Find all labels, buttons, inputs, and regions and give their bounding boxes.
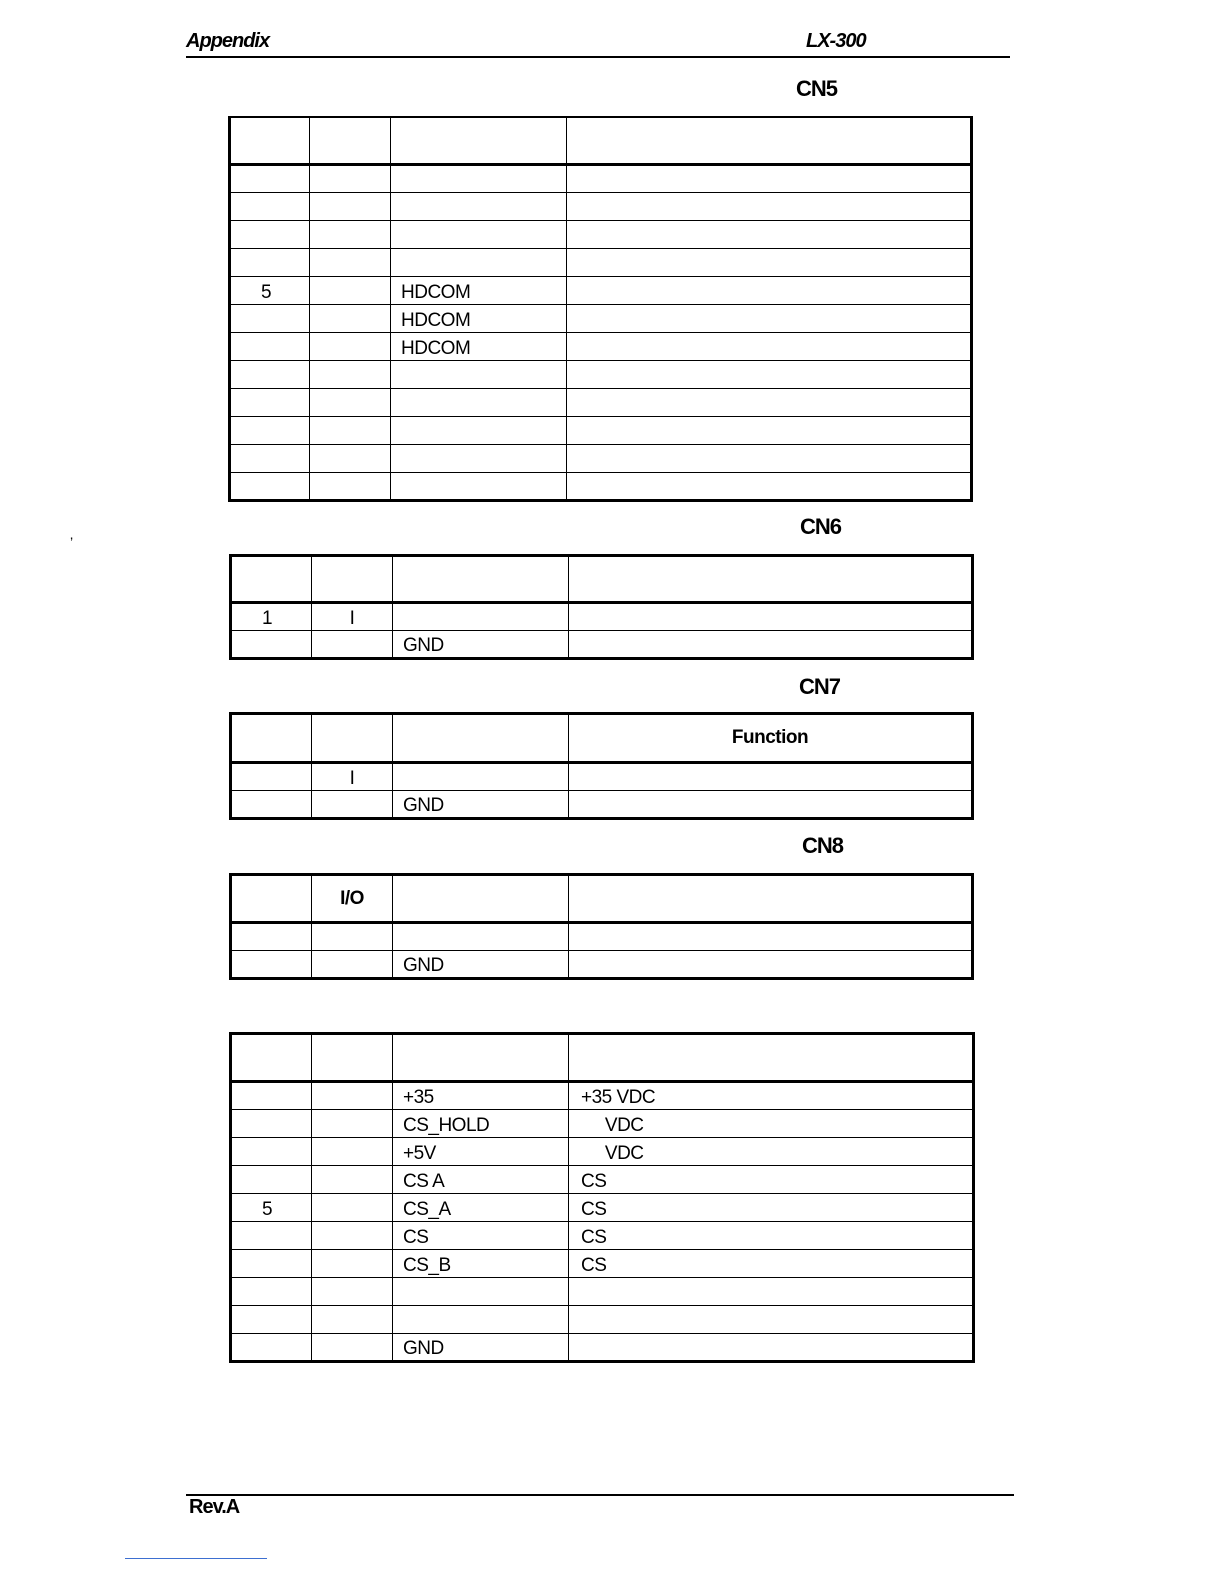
pin-cell	[230, 192, 310, 220]
table-row	[230, 248, 972, 276]
signal-cell	[393, 1278, 569, 1306]
signal-cell	[391, 360, 567, 388]
function-cell: CS	[569, 1250, 974, 1278]
column-header: Function	[569, 714, 973, 763]
signal-cell	[393, 923, 569, 951]
cn7-table	[229, 712, 974, 820]
table-row	[230, 332, 972, 360]
signal-cell	[391, 164, 567, 192]
column-header	[393, 556, 569, 603]
pin-cell: 5	[231, 1194, 312, 1222]
column-header	[231, 1034, 312, 1082]
footer-rule	[186, 1494, 1014, 1496]
function-cell	[567, 192, 972, 220]
table-row	[231, 603, 973, 631]
io-cell	[310, 416, 391, 444]
pin-cell	[231, 1334, 312, 1362]
function-cell: VDC	[569, 1110, 974, 1138]
table-row	[231, 631, 973, 659]
signal-cell: CS_HOLD	[393, 1110, 569, 1138]
column-header	[231, 556, 312, 603]
signal-cell	[391, 472, 567, 500]
function-cell	[567, 220, 972, 248]
io-cell	[312, 1082, 393, 1110]
io-cell	[312, 1110, 393, 1138]
cn5-title: CN5	[796, 76, 838, 101]
io-cell	[310, 388, 391, 416]
signal-cell: +5V	[393, 1138, 569, 1166]
table-row	[231, 1306, 974, 1334]
function-cell: +35 VDC	[569, 1082, 974, 1110]
header-row	[231, 875, 973, 923]
pin-cell	[230, 416, 310, 444]
function-cell: VDC	[569, 1138, 974, 1166]
cn5-table	[228, 116, 973, 502]
pin-cell: 1	[231, 603, 312, 631]
function-cell	[569, 1306, 974, 1334]
io-cell	[312, 951, 393, 979]
column-header	[230, 117, 310, 164]
table-row	[231, 951, 973, 979]
function-cell	[567, 360, 972, 388]
column-header	[391, 117, 567, 164]
header-section-label: Appendix	[186, 30, 270, 52]
column-header	[569, 556, 973, 603]
io-cell	[310, 248, 391, 276]
column-header	[231, 714, 312, 763]
signal-cell: CS_A	[393, 1194, 569, 1222]
io-cell	[310, 276, 391, 304]
function-cell	[567, 472, 972, 500]
column-header	[312, 556, 393, 603]
table-row	[231, 923, 973, 951]
pin-cell	[231, 1222, 312, 1250]
cn8-title: CN8	[802, 833, 844, 858]
pin-cell	[230, 332, 310, 360]
function-cell	[569, 923, 973, 951]
column-header	[393, 1034, 569, 1082]
table-row	[231, 791, 973, 819]
cn6-title: CN6	[800, 514, 842, 539]
function-cell	[569, 763, 973, 791]
table-row	[231, 1222, 974, 1250]
column-header	[312, 714, 393, 763]
function-cell: CS	[569, 1194, 974, 1222]
function-cell: CS	[569, 1166, 974, 1194]
cn6-table	[229, 554, 974, 660]
function-cell	[567, 388, 972, 416]
pin-cell	[231, 631, 312, 659]
header-model-label: LX-300	[806, 30, 866, 52]
cn8-table	[229, 873, 974, 980]
function-cell	[569, 951, 973, 979]
signal-cell	[391, 444, 567, 472]
header-row	[230, 117, 972, 164]
footer-revision-label: Rev.A	[189, 1496, 240, 1518]
pin-cell	[230, 444, 310, 472]
pin-cell	[230, 304, 310, 332]
column-header	[393, 714, 569, 763]
pin-cell	[231, 1278, 312, 1306]
pin-cell	[230, 388, 310, 416]
hyperlink-underline[interactable]	[125, 1558, 267, 1559]
function-cell	[567, 248, 972, 276]
signal-cell	[391, 248, 567, 276]
pin-cell	[230, 248, 310, 276]
table-row	[230, 276, 972, 304]
function-cell	[567, 444, 972, 472]
signal-cell: CS	[393, 1222, 569, 1250]
column-header	[310, 117, 391, 164]
pin-cell	[231, 1306, 312, 1334]
signal-cell	[393, 1306, 569, 1334]
table-row	[230, 304, 972, 332]
function-cell	[567, 164, 972, 192]
io-cell: I	[312, 603, 393, 631]
pin-cell	[231, 1138, 312, 1166]
io-cell	[312, 1138, 393, 1166]
io-cell	[312, 1306, 393, 1334]
pin-cell	[230, 360, 310, 388]
io-cell	[310, 360, 391, 388]
io-cell	[312, 1194, 393, 1222]
io-cell	[310, 192, 391, 220]
pin-cell	[231, 1166, 312, 1194]
pin-cell	[231, 923, 312, 951]
signal-cell: CS A	[393, 1166, 569, 1194]
function-cell	[569, 1278, 974, 1306]
table-row	[231, 763, 973, 791]
column-header	[393, 875, 569, 923]
cn9-table	[229, 1032, 975, 1363]
function-cell	[567, 276, 972, 304]
io-cell	[312, 1222, 393, 1250]
table-row	[231, 1138, 974, 1166]
io-cell	[310, 444, 391, 472]
io-cell	[312, 631, 393, 659]
io-cell	[312, 923, 393, 951]
signal-cell: CS_B	[393, 1250, 569, 1278]
header-row	[231, 714, 973, 763]
stray-mark: ’	[70, 534, 74, 550]
pin-cell	[230, 220, 310, 248]
function-cell	[569, 603, 973, 631]
column-header	[567, 117, 972, 164]
signal-cell: HDCOM	[391, 276, 567, 304]
table-row	[230, 192, 972, 220]
table-row	[230, 388, 972, 416]
table-row	[230, 416, 972, 444]
signal-cell	[391, 416, 567, 444]
table-row	[231, 1334, 974, 1362]
function-cell	[569, 791, 973, 819]
pin-cell	[230, 472, 310, 500]
header-rule	[186, 56, 1010, 58]
function-cell	[567, 332, 972, 360]
io-cell	[310, 332, 391, 360]
function-cell	[567, 304, 972, 332]
io-cell	[312, 1166, 393, 1194]
signal-cell: HDCOM	[391, 332, 567, 360]
signal-cell: HDCOM	[391, 304, 567, 332]
signal-cell	[393, 763, 569, 791]
pin-cell	[231, 1110, 312, 1138]
column-header	[312, 1034, 393, 1082]
io-cell	[312, 1250, 393, 1278]
signal-cell: +35	[393, 1082, 569, 1110]
signal-cell: GND	[393, 1334, 569, 1362]
function-cell	[569, 1334, 974, 1362]
pin-cell	[231, 951, 312, 979]
function-cell	[567, 416, 972, 444]
io-cell	[310, 472, 391, 500]
function-cell	[569, 631, 973, 659]
signal-cell: GND	[393, 791, 569, 819]
header-row	[231, 1034, 974, 1082]
signal-cell: GND	[393, 951, 569, 979]
signal-cell	[391, 192, 567, 220]
table-row	[231, 1110, 974, 1138]
table-row	[231, 1194, 974, 1222]
pin-cell	[231, 1082, 312, 1110]
table-row	[231, 1166, 974, 1194]
table-row	[231, 1082, 974, 1110]
io-cell	[310, 164, 391, 192]
column-header	[231, 875, 312, 923]
table-row	[230, 164, 972, 192]
table-row	[230, 472, 972, 500]
cn7-title: CN7	[799, 674, 841, 699]
table-row	[230, 360, 972, 388]
io-cell: I	[312, 763, 393, 791]
table-row	[230, 220, 972, 248]
pin-cell	[231, 1250, 312, 1278]
table-row	[230, 444, 972, 472]
signal-cell	[391, 220, 567, 248]
table-row	[231, 1278, 974, 1306]
io-cell	[310, 304, 391, 332]
io-cell	[312, 1278, 393, 1306]
signal-cell	[391, 388, 567, 416]
signal-cell	[393, 603, 569, 631]
pin-cell	[231, 763, 312, 791]
pin-cell: 5	[230, 276, 310, 304]
header-row	[231, 556, 973, 603]
column-header: I/O	[312, 875, 393, 923]
pin-cell	[231, 791, 312, 819]
column-header	[569, 1034, 974, 1082]
signal-cell: GND	[393, 631, 569, 659]
pin-cell	[230, 164, 310, 192]
io-cell	[312, 791, 393, 819]
table-row	[231, 1250, 974, 1278]
column-header	[569, 875, 973, 923]
function-cell: CS	[569, 1222, 974, 1250]
io-cell	[310, 220, 391, 248]
io-cell	[312, 1334, 393, 1362]
